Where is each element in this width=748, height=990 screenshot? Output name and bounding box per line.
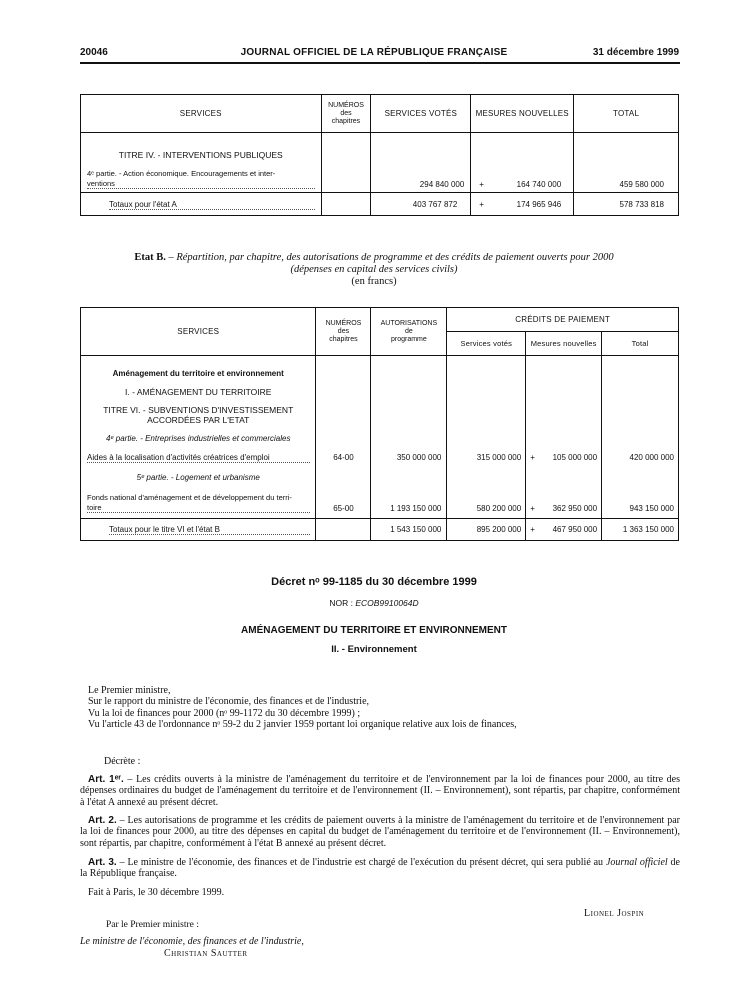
preamble-line: Le Premier ministre, <box>88 685 171 696</box>
services-cell <box>81 133 322 193</box>
row1-autorisations: 350 000 000 <box>396 453 442 462</box>
col-services-header: SERVICES <box>81 308 316 356</box>
col-total-header: Total <box>602 332 679 356</box>
issue-date: 31 décembre 1999 <box>592 47 679 58</box>
row2-autorisations: 1 193 150 000 <box>390 504 442 513</box>
etat-b-header-row1 <box>81 308 679 332</box>
article-3: Art. 3. – Le ministre de l'économie, des finances et de l'industrie est chargé de l'exécution du présent décret, qui sera publié au Journal officiel de la République française. <box>80 857 680 880</box>
partie-mesures-value: 164 740 000 <box>516 180 562 189</box>
etat-a-header-row <box>81 95 679 133</box>
services-cell <box>81 356 316 519</box>
etat-b-title-line1: Répartition, par chapitre, des autorisations de programme et des crédits de paiement ouverts pour 2000 <box>176 252 614 263</box>
etat-a-totaux-row <box>81 193 679 216</box>
row2-mesures: 362 950 000 <box>552 504 598 513</box>
row1-chapitre: 64-00 <box>333 453 354 462</box>
autorisations-cell <box>371 356 447 519</box>
totaux-total-value: 578 733 818 <box>619 200 664 209</box>
nor-code: ECOB9910064D <box>355 598 419 608</box>
article-3-label: Art. 3. <box>88 857 117 868</box>
total-cell <box>602 356 679 519</box>
section-heading: Aménagement du territoire et environnement <box>112 369 284 378</box>
row2-chapitre: 65-00 <box>333 504 354 513</box>
col-numeros-header: NUMÉROS des chapitres <box>316 308 371 356</box>
decrete-line: Décrète : <box>104 756 141 767</box>
partie-4-heading: 4ᵉ partie. - Entreprises industrielles et commerciales <box>105 434 291 443</box>
article-2-text: – Les autorisations de programme et les crédits de paiement ouverts à la ministre de l'aménagement du territoire et de l'environnement par la loi de finances pour 2000, au titre des dépenses en capital du budget de l'aménagement du territoire et de l'environnement (II. – Environnement), sont répartis, par chapitre, conformément à l'état B annexé au présent décret. <box>80 815 680 849</box>
col-mesures-header: Mesures nouvelles <box>526 332 602 356</box>
subsection-title: II. - Environnement <box>331 644 417 655</box>
partie-4-label-line2: ventions <box>87 179 315 189</box>
article-2-label: Art. 2. <box>88 815 117 826</box>
col-total-header: TOTAL <box>574 95 679 133</box>
titre-vi-heading-line2: ACCORDÉES PAR L'ETAT <box>147 415 250 425</box>
row2-total: 943 150 000 <box>629 504 674 513</box>
row2-label-line2: toire <box>87 503 310 513</box>
nor-label: NOR : <box>329 598 353 608</box>
journal-officiel-reference: Journal officiel <box>605 857 668 868</box>
article-1-text: – Les crédits ouverts à la ministre de l'aménagement du territoire et de l'environnement par la loi de finances pour 2000, au titre des dépenses ordinaires du budget de l'aménagement du territoire et de l'environnement (II. – Environnement), sont répartis, par chapitre, conformément à l'état A annexé au présent décret. <box>80 774 681 808</box>
col-services-header: SERVICES <box>81 95 322 133</box>
votes-cell <box>371 133 471 193</box>
minister-title: Le ministre de l'économie, des finances et de l'industrie, <box>80 936 304 947</box>
col-votes-header: Services votés <box>447 332 526 356</box>
totaux-votes: 895 200 000 <box>476 525 522 534</box>
col-autorisations-header: AUTORISATIONS de programme <box>371 308 447 356</box>
article-2 <box>80 815 680 849</box>
totaux-votes-value: 403 767 872 <box>412 200 458 209</box>
sub-heading-amenagement: I. - AMÉNAGEMENT DU TERRITOIRE <box>125 387 272 397</box>
mesures-cell <box>471 133 574 193</box>
etat-b-totaux-row <box>81 519 679 541</box>
journal-title: JOURNAL OFFICIEL DE LA RÉPUBLIQUE FRANÇAISE <box>240 47 508 58</box>
col-votes-header: SERVICES VOTÉS <box>371 95 471 133</box>
row1-label: Aides à la localisation d'activités créatrices d'emploi <box>87 453 310 463</box>
chapitre-cell <box>321 133 371 193</box>
etat-b-body-row <box>81 356 679 519</box>
col-credits-header: CRÉDITS DE PAIEMENT <box>447 308 679 332</box>
totaux-label: Totaux pour le titre VI et l'état B <box>109 525 310 535</box>
totaux-label: Totaux pour l'état A <box>109 200 315 210</box>
totaux-mesures: 467 950 000 <box>552 525 598 534</box>
etat-a-table <box>80 94 679 216</box>
plus-sign: + <box>530 504 535 513</box>
etat-b-title-line2: (dépenses en capital des services civils) <box>290 264 458 275</box>
partie-5-heading: 5ᵉ partie. - Logement et urbanisme <box>136 473 260 482</box>
totaux-total: 1 363 150 000 <box>622 525 674 534</box>
plus-sign: + <box>479 180 484 189</box>
mesures-cell <box>526 356 602 519</box>
preamble-line: Sur le rapport du ministre de l'économie, des finances et de l'industrie, <box>88 696 370 708</box>
page-number: 20046 <box>80 47 108 58</box>
votes-cell <box>447 356 526 519</box>
totaux-mesures-value: 174 965 946 <box>516 200 562 209</box>
plus-sign: + <box>479 200 484 209</box>
signatory-name: Lionel Jospin <box>584 908 645 919</box>
plus-sign: + <box>530 453 535 462</box>
partie-total-value: 459 580 000 <box>619 180 664 189</box>
totaux-autorisations: 1 543 150 000 <box>390 525 442 534</box>
preamble-line: Vu l'article 43 de l'ordonnance nᵒ 59-2 du 2 janvier 1959 portant loi organique relative aux lois de finances, <box>88 719 517 731</box>
decret-title: Décret nᵒ 99-1185 du 30 décembre 1999 <box>271 576 477 588</box>
partie-4-label-line1: 4ᵉ partie. - Action économique. Encouragements et inter- <box>87 169 276 178</box>
etat-b-title: Etat B. – Répartition, par chapitre, des autorisations de programme et des crédits de paiement ouverts pour 2000 (dépenses en capital des services civils) (en francs) <box>0 252 748 288</box>
minister-name: Christian Sautter <box>164 948 248 959</box>
titre-iv-heading: TITRE IV. - INTERVENTIONS PUBLIQUES <box>118 150 283 160</box>
section-title: AMÉNAGEMENT DU TERRITOIRE ET ENVIRONNEMENT <box>241 625 507 636</box>
plus-sign: + <box>530 525 535 534</box>
article-1-label: Art. 1ᵉʳ. <box>88 774 124 785</box>
row1-mesures: 105 000 000 <box>552 453 598 462</box>
col-numeros-header: NUMÉROS des chapitres <box>321 95 371 133</box>
etat-a-body-row <box>81 133 679 193</box>
col-mesures-header: MESURES NOUVELLES <box>471 95 574 133</box>
preamble-line: Vu la loi de finances pour 2000 (nᵒ 99-1172 du 30 décembre 1999) ; <box>88 707 361 719</box>
total-cell <box>574 133 679 193</box>
nor-reference <box>0 598 748 608</box>
etat-b-table <box>80 307 679 541</box>
etat-b-unit: (en francs) <box>351 276 397 287</box>
row2-label-line1: Fonds national d'aménagement et de développement du terri- <box>87 493 292 502</box>
row1-total: 420 000 000 <box>629 453 674 462</box>
preamble <box>80 685 680 731</box>
chapitre-cell <box>316 356 371 519</box>
partie-votes-value: 294 840 000 <box>419 180 465 189</box>
row1-votes: 315 000 000 <box>476 453 522 462</box>
article-1 <box>80 774 680 808</box>
header-rule <box>80 62 680 64</box>
par-le-premier-ministre: Par le Premier ministre : <box>106 920 199 930</box>
etat-b-label: Etat B. <box>134 252 166 263</box>
fait-a-paris: Fait à Paris, le 30 décembre 1999. <box>88 887 225 898</box>
row2-votes: 580 200 000 <box>476 504 522 513</box>
titre-vi-heading-line1: TITRE VI. - SUBVENTIONS D'INVESTISSEMENT <box>103 405 294 415</box>
